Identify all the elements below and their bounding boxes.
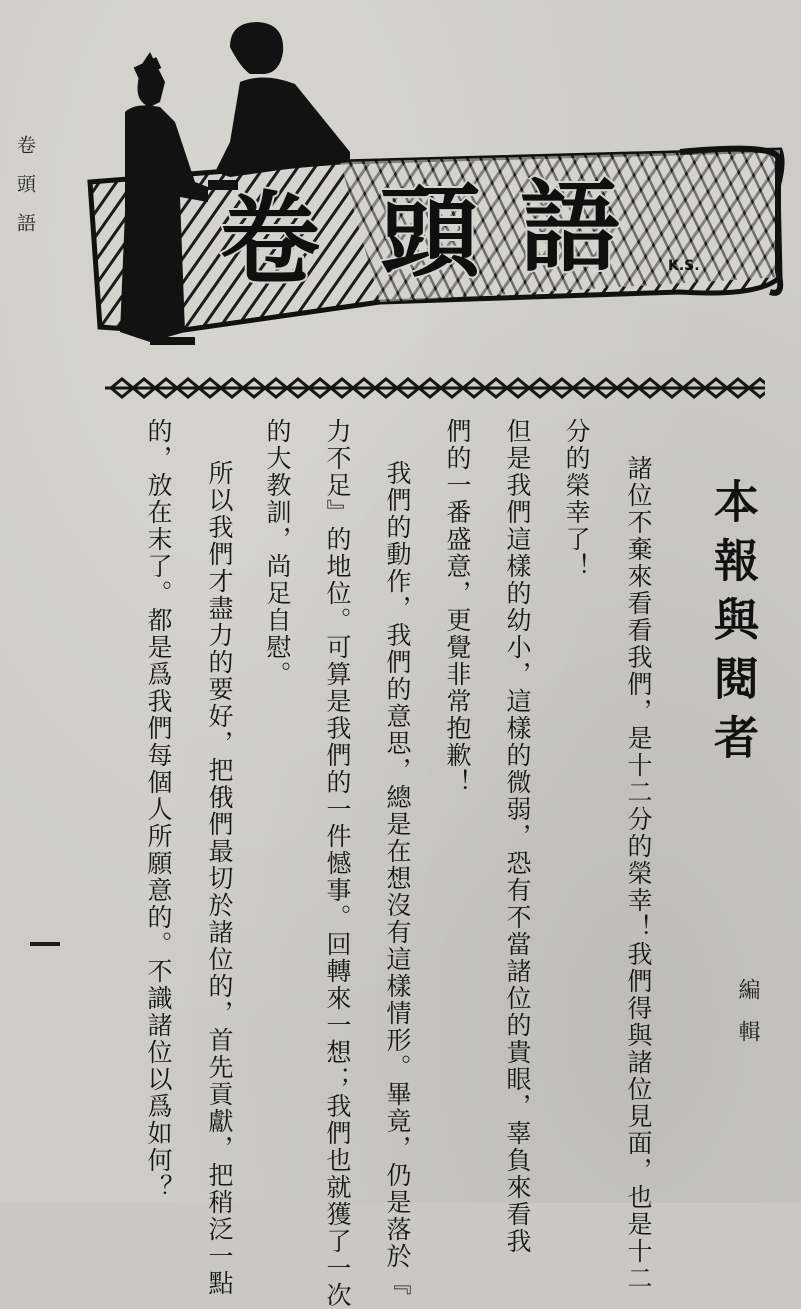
page-number-mark xyxy=(30,942,60,946)
banner-char-3: 卷 xyxy=(220,180,320,298)
banner-char-1: 語 xyxy=(520,168,620,286)
page-number xyxy=(30,940,60,948)
article-column: 我們的動作，我們的意思，總是在想沒有這樣情形。畢竟，仍是落於『 xyxy=(383,460,412,1297)
article-column: 但是我們這樣的幼小，這樣的微弱，恐有不當諸位的貴眼，辜負來看我 xyxy=(503,418,532,1255)
article-byline: 編輯 xyxy=(735,978,760,1062)
artist-signature: K.S. xyxy=(668,258,700,274)
article-column: 諸位不棄來看看我們，是十二分的榮幸！我們得與諸位見面，也是十二 xyxy=(624,455,653,1292)
decorative-divider xyxy=(105,375,765,401)
banner-char-2: 頭 xyxy=(380,173,480,291)
running-head: 卷頭語 xyxy=(14,135,36,252)
article-column: 們的一番盛意，更覺非常抱歉！ xyxy=(443,418,472,796)
article-column: 的大教訓，尚足自慰。 xyxy=(263,418,292,688)
article-column: 的，放在末了。都是爲我們每個人所願意的。不識諸位以爲如何？ xyxy=(144,418,173,1201)
header-woodcut-illustration xyxy=(80,12,800,362)
article-column: 力不足』的地位。可算是我們的一件憾事。回轉來一想；我們也就獲了一次 xyxy=(323,418,352,1309)
article-column: 所以我們才盡力的要好，把俄們最切於諸位的，首先貢獻，把稍泛一點 xyxy=(205,460,234,1297)
article-column: 分的榮幸了！ xyxy=(562,418,591,580)
article-title: 本報與閱者 xyxy=(706,478,759,773)
